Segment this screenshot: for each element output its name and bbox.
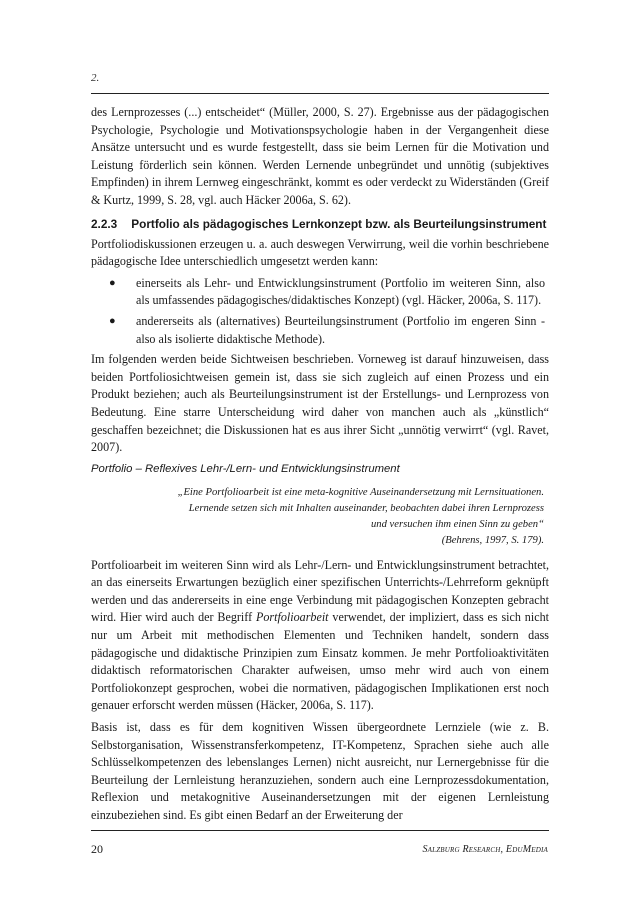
paragraph-5: Basis ist, dass es für dem kognitiven Wissen übergeordnete Lernziele (wie z. B. Selbstorganisation, Wissenstransferkompetenz, IT-Kompetenz, Sprachen siehe auch alle Schlüsselkompetenzen des lebenslanges Lernen) nicht ausreicht, nur Lernergebnisse für die Beurteilung der Lernleistung heranzuziehen, sondern auch eine Lernprozessdokumentation, Reflexion und metakognitive Auseinandersetzungen mit der eigenen Lernleistung einzubeziehen sind. Es gibt einen Bedarf an der Erweiterung der — [91, 720, 549, 822]
paragraph-2: Portfoliodiskussionen erzeugen u. a. auch deswegen Verwirrung, weil die vorhin beschriebene pädagogische Idee unterschiedlich umgesetzt werden kann: — [91, 236, 549, 269]
quote-citation: (Behrens, 1997, S. 179). — [441, 534, 544, 546]
list-item — [91, 313, 549, 348]
paragraph-4-text: Portfolioarbeit im weiteren Sinn wird als Lehr-/Lern- und Entwicklungsinstrument betrachtet, an das einerseits Erwartungen bezüglich einer spezifischen Unterrichts-/Lehrreform geknüpft werden und das andererseits in eine enge Verbindung mit pädagogischen Konzepten gebracht wird. Hier wird auch der Begriff — [91, 557, 549, 625]
section-title: Portfolio als pädagogisches Lernkonzept bzw. als Beurteilungsinstrument — [131, 216, 547, 231]
page-number: 20 — [91, 842, 103, 856]
subsection-heading: Portfolio – Reflexives Lehr-/Lern- und Entwicklungsinstrument — [91, 462, 400, 475]
bullet-list — [91, 275, 549, 348]
page-content — [91, 104, 549, 829]
quote-line: „Eine Portfolioarbeit ist eine meta-kognitive Auseinandersetzung mit Lernsituationen. — [177, 486, 544, 498]
publisher-name: Salzburg Research, EduMedia — [422, 844, 548, 855]
block-quote — [91, 485, 549, 549]
list-item-text: einerseits als Lehr- und Entwicklungsinstrument (Portfolio im weiteren Sinn, also als umfassendes pädagogisches/didaktisches Konzept) (vgl. Häcker, 2006a, S. 117). — [136, 275, 545, 308]
paragraph-4-text-cont: verwendet, der impliziert, dass es sich nicht nur um Arbeit mit methodischen Elementen und Techniken handelt, sondern dass pädagogische und didaktische Prinzipien zum Einsatz kommen. Je mehr Portfolioaktivitäten didaktisch reformatorischen Charakter aufweisen, umso mehr wird auch von einem Portfoliokonzept gesprochen, wobei die normativen, pädagogischen Implikationen erst noch genauer erforscht werden müssen (Häcker, 2006a, S. 117). — [91, 610, 549, 713]
paragraph-3: Im folgenden werden beide Sichtweisen beschrieben. Vorneweg ist darauf hinzuweisen, dass beiden Portfoliosichtweisen gemein ist, dass sie sich zugleich auf einen Prozess und ein Produkt beziehen; auch als Beurteilungsinstrument ist der Erstellungs- und Lernprozess von Bedeutung. Eine starre Unterscheidung wird daher von manchen auch als „künstlich“ geschaffen bezeichnet; die Diskussionen hat es aus ihrer Sicht „unnötig verwirrt“ (vgl. Ravet, 2007). — [91, 352, 549, 455]
bullet-icon: ● — [109, 314, 116, 327]
paragraph-4 — [91, 557, 549, 715]
section-heading — [91, 216, 549, 232]
bullet-icon: ● — [109, 276, 116, 289]
section-number: 2.2.3 — [91, 216, 118, 231]
list-item-text: andererseits als (alternatives) Beurteilungsinstrument (Portfolio im engeren Sinn - also als isolierte didaktische Methode). — [136, 313, 545, 346]
footer-rule — [91, 830, 549, 831]
emphasized-term: Portfolioarbeit — [255, 610, 329, 625]
paragraph-1: des Lernprozesses (...) entscheidet“ (Müller, 2000, S. 27). Ergebnisse aus der pädagogischen Psychologie, Psychologie und Motivationspsychologie haben in der Vergangenheit diese Ansätze untersucht und es wurde festgestellt, dass sie beim Lernen für die Motivation und Leistung förderlich sein können. Werden Lernende unbegründet und unnötig (subjektives Empfinden) in ihrem Lernweg eingeschränkt, kommt es oder verdeckt zu Widerständen (Greif & Kurtz, 1999, S. 28, vgl. auch Häcker 2006a, S. 62). — [91, 105, 549, 207]
list-item — [91, 275, 549, 310]
running-head: 2. — [91, 72, 100, 84]
header-rule — [91, 93, 549, 94]
quote-line: und versuchen ihm einen Sinn zu geben“ — [371, 518, 544, 530]
quote-line: Lernende setzen sich mit Inhalten auseinander, beobachten dabei ihren Lernprozess — [188, 502, 544, 514]
